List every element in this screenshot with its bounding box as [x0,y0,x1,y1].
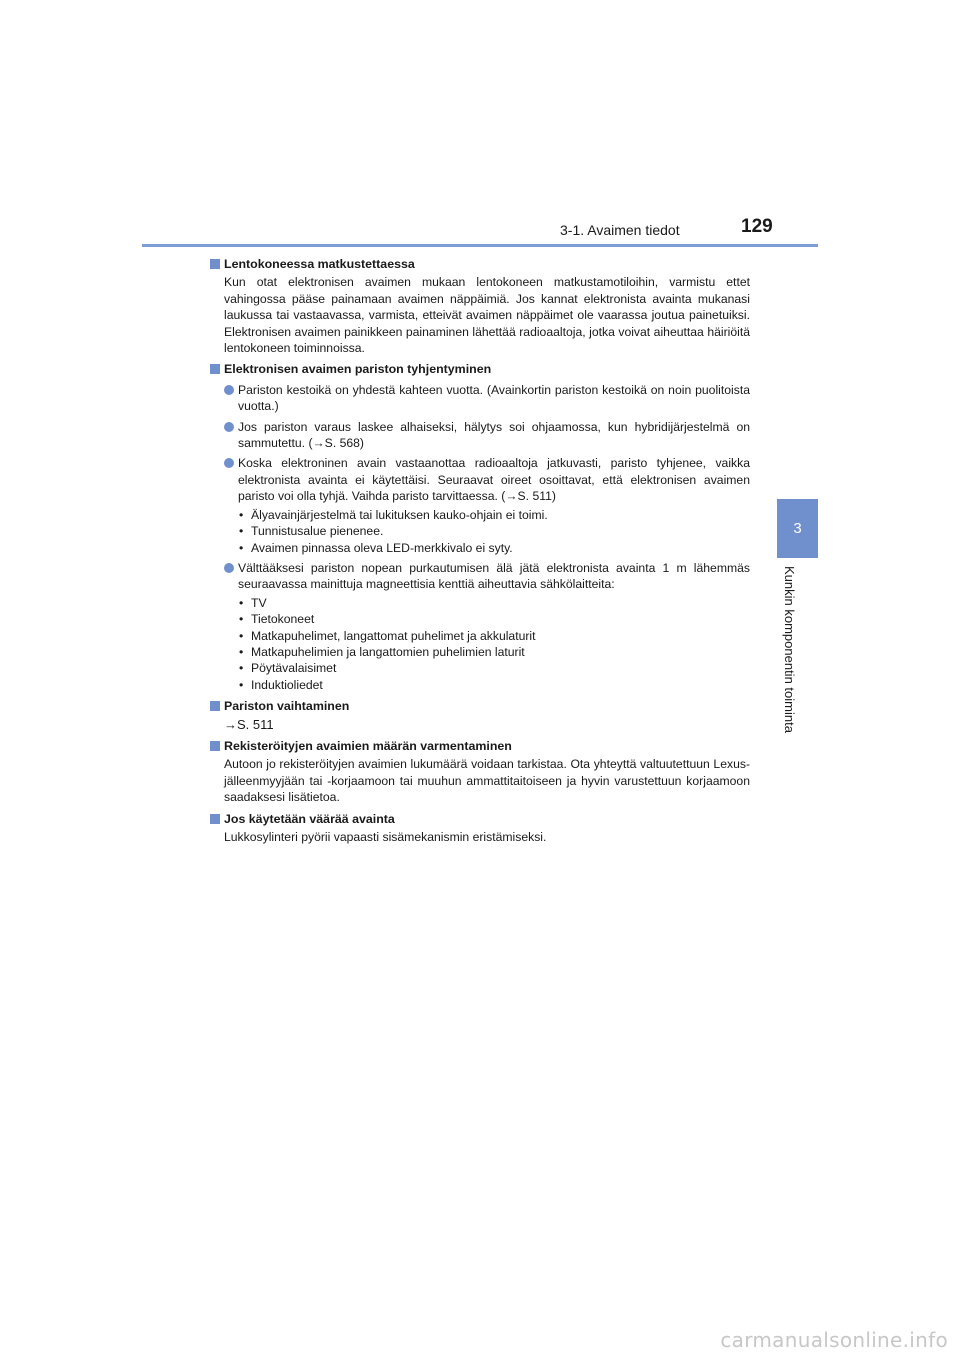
section-text: Autoon jo rekisteröityjen avaimien lukumäärä voidaan tarkistaa. Ota yhteyttä valtuutettuun Lexus-jälleenmyyjään tai -korjaamoon tai muuhun ammattitaitoiseen ja hyvin varustettuun korjaamoon saadaksesi lisätietoa. [224,757,750,805]
list-item: • Tunnistusalue pienenee. [238,523,750,539]
bullet-item: Koska elektroninen avain vastaanottaa radioaaltoja jatkuvasti, paristo tyhjenee, vaikka elektronista avainta ei käytettäisi. Seuraavat oireet osoittavat, että elektronisen avaimen paristo voi olla tyhjä. Vaihda paristo tarvittaessa. (→S. 511) [224,455,750,504]
section-heading: Rekisteröityjen avaimien määrän varmentaminen [208,738,750,754]
list-item: • Tietokoneet [238,611,750,627]
square-bullet-icon [210,364,220,374]
list-item: • Pöytävalaisimet [238,660,750,676]
device-list [238,595,750,693]
section-pariston-vaihtaminen [208,698,750,733]
circle-bullet-icon [224,563,234,573]
section-text: Kun otat elektronisen avaimen mukaan lentokoneen matkustamotiloihin, varmistu ettet vahingossa pääse painamaan avaimen näppäimiä. Jos kannat elektronista avainta mukanasi laukussa tai vastaavassa, varmista, etteivät avaimen näppäimet ole vaarassa joutua painetuiksi. Elektronisen avaimen painikkeen painaminen lähettää radioaaltoja, jotka voivat aiheuttaa häiriöitä lentokoneen toiminnoissa. [224,275,750,356]
content-body [208,256,750,850]
square-bullet-icon [210,741,220,751]
section-avaimien-maara [208,738,750,806]
header-divider [142,244,818,247]
watermark: carmanualsonline.info [720,1328,948,1352]
circle-bullet-icon [224,385,234,395]
section-vaara-avain [208,811,750,846]
bullet-item: Välttääksesi pariston nopean purkautumisen älä jätä elektronista avainta 1 m lähemmäs seuraavassa mainittuja magneettisia kenttiä aiheuttavia sähkölaitteita: [224,560,750,593]
symptom-list [238,507,750,556]
section-heading: Lentokoneessa matkustettaessa [208,256,750,272]
page-number: 129 [741,216,773,237]
bullet-item: Pariston kestoikä on yhdestä kahteen vuotta. (Avainkortin pariston kestoikä on noin puolitoista vuotta.) [224,382,750,415]
chapter-title-vertical: Kunkin komponentin toiminta [782,566,797,733]
bullet-item: Jos pariston varaus laskee alhaiseksi, hälytys soi ohjaamossa, kun hybridijärjestelmä on sammutettu. (→S. 568) [224,419,750,452]
section-heading: Pariston vaihtaminen [208,698,750,714]
list-item: • TV [238,595,750,611]
circle-bullet-icon [224,458,234,468]
section-heading: Elektronisen avaimen pariston tyhjentyminen [208,361,750,377]
square-bullet-icon [210,259,220,269]
page-reference-link[interactable]: →S. 511 [224,716,274,732]
list-item: • Induktioliedet [238,677,750,693]
section-paristo-tyhjentyminen [208,361,750,693]
circle-bullet-icon [224,422,234,432]
section-header: 3-1. Avaimen tiedot [560,222,680,238]
chapter-tab[interactable]: 3 [777,499,818,558]
square-bullet-icon [210,814,220,824]
list-item: • Matkapuhelimien ja langattomien puhelimien laturit [238,644,750,660]
list-item: • Matkapuhelimet, langattomat puhelimet ja akkulaturit [238,628,750,644]
section-text: Lukkosylinteri pyörii vapaasti sisämekanismin eristämiseksi. [224,830,547,844]
list-item: • Avaimen pinnassa oleva LED-merkkivalo ei syty. [238,540,750,556]
list-item: • Älyavainjärjestelmä tai lukituksen kauko-ohjain ei toimi. [238,507,750,523]
section-lentokone [208,256,750,356]
square-bullet-icon [210,701,220,711]
section-heading: Jos käytetään väärää avainta [208,811,750,827]
